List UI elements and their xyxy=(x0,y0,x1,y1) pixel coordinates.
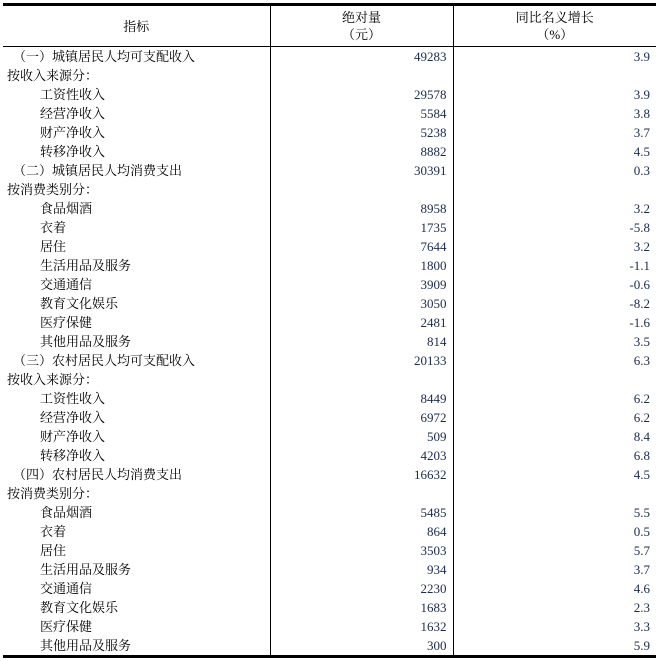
indicator-cell: 按收入来源分： xyxy=(7,68,99,83)
absolute-amount-cell: 5485 xyxy=(270,503,453,522)
column-header-absolute-amount-unit: （元） xyxy=(341,27,381,42)
table-row xyxy=(3,370,656,389)
indicator-cell: 其他用品及服务 xyxy=(40,334,132,349)
table-body xyxy=(3,47,656,657)
absolute-amount-cell: 1735 xyxy=(270,218,453,237)
table-row xyxy=(3,66,656,85)
indicator-cell: 转移净收入 xyxy=(40,144,106,159)
absolute-amount-cell xyxy=(270,370,453,389)
indicator-cell: 生活用品及服务 xyxy=(40,562,132,577)
yoy-growth-cell: 5.5 xyxy=(453,503,656,522)
table-row xyxy=(3,579,656,598)
table-row xyxy=(3,446,656,465)
absolute-amount-cell: 49283 xyxy=(270,47,453,67)
yoy-growth-cell: 3.3 xyxy=(453,617,656,636)
column-header-yoy-growth xyxy=(453,5,656,47)
indicator-cell: 教育文化娱乐 xyxy=(40,296,119,311)
table-row xyxy=(3,351,656,370)
table-row xyxy=(3,389,656,408)
table-row xyxy=(3,560,656,579)
yoy-growth-cell: 6.2 xyxy=(453,408,656,427)
indicator-cell: （一）城镇居民人均可支配收入 xyxy=(13,49,196,64)
table-row xyxy=(3,142,656,161)
absolute-amount-cell: 8882 xyxy=(270,142,453,161)
yoy-growth-cell: 2.3 xyxy=(453,598,656,617)
yoy-growth-cell: 3.8 xyxy=(453,104,656,123)
table-row xyxy=(3,47,656,67)
absolute-amount-cell: 300 xyxy=(270,636,453,657)
indicator-cell: （四）农村居民人均消费支出 xyxy=(13,467,183,482)
absolute-amount-cell: 3909 xyxy=(270,275,453,294)
yoy-growth-cell: 5.7 xyxy=(453,541,656,560)
indicator-cell: 工资性收入 xyxy=(40,87,106,102)
table-row xyxy=(3,313,656,332)
indicator-cell: 经营净收入 xyxy=(40,106,106,121)
indicator-cell: 按消费类别分： xyxy=(7,486,99,501)
indicator-cell: 交通通信 xyxy=(40,581,93,596)
absolute-amount-cell: 20133 xyxy=(270,351,453,370)
yoy-growth-cell: 3.9 xyxy=(453,47,656,67)
yoy-growth-cell: 4.6 xyxy=(453,579,656,598)
absolute-amount-cell: 6972 xyxy=(270,408,453,427)
table-row xyxy=(3,427,656,446)
table-row xyxy=(3,123,656,142)
absolute-amount-cell: 1632 xyxy=(270,617,453,636)
yoy-growth-cell xyxy=(453,180,656,199)
absolute-amount-cell: 29578 xyxy=(270,85,453,104)
table-row xyxy=(3,237,656,256)
table-row xyxy=(3,541,656,560)
table-row xyxy=(3,598,656,617)
indicator-cell: 按消费类别分： xyxy=(7,182,99,197)
table-row xyxy=(3,484,656,503)
table-row xyxy=(3,104,656,123)
column-header-yoy-growth-unit: （%） xyxy=(536,27,574,42)
yoy-growth-cell: 0.3 xyxy=(453,161,656,180)
indicator-cell: 转移净收入 xyxy=(40,448,106,463)
indicator-cell: 食品烟酒 xyxy=(40,201,93,216)
yoy-growth-cell: 6.3 xyxy=(453,351,656,370)
header-row xyxy=(3,5,656,47)
indicator-cell: 居住 xyxy=(40,239,67,254)
absolute-amount-cell: 509 xyxy=(270,427,453,446)
table-row xyxy=(3,408,656,427)
yoy-growth-cell xyxy=(453,66,656,85)
yoy-growth-cell: 3.7 xyxy=(453,560,656,579)
absolute-amount-cell: 7644 xyxy=(270,237,453,256)
table-header xyxy=(3,5,656,47)
absolute-amount-cell: 3503 xyxy=(270,541,453,560)
absolute-amount-cell: 16632 xyxy=(270,465,453,484)
table-row xyxy=(3,617,656,636)
absolute-amount-cell: 1800 xyxy=(270,256,453,275)
yoy-growth-cell: -5.8 xyxy=(453,218,656,237)
indicator-cell: 财产净收入 xyxy=(40,125,106,140)
yoy-growth-cell: -8.2 xyxy=(453,294,656,313)
column-header-absolute-amount xyxy=(270,5,453,47)
yoy-growth-cell: 4.5 xyxy=(453,142,656,161)
absolute-amount-cell: 8449 xyxy=(270,389,453,408)
indicator-cell: 其他用品及服务 xyxy=(40,638,132,653)
yoy-growth-cell: -0.6 xyxy=(453,275,656,294)
absolute-amount-cell: 2230 xyxy=(270,579,453,598)
yoy-growth-cell: 3.9 xyxy=(453,85,656,104)
table-row xyxy=(3,636,656,657)
absolute-amount-cell: 2481 xyxy=(270,313,453,332)
table-row xyxy=(3,332,656,351)
column-header-absolute-amount-label: 绝对量 xyxy=(341,10,381,25)
column-header-indicator-label: 指标 xyxy=(123,18,150,34)
column-header-indicator xyxy=(3,5,270,47)
absolute-amount-cell: 1683 xyxy=(270,598,453,617)
indicator-cell: 教育文化娱乐 xyxy=(40,600,119,615)
table-row xyxy=(3,218,656,237)
column-header-yoy-growth-label: 同比名义增长 xyxy=(515,10,594,25)
indicator-cell: （二）城镇居民人均消费支出 xyxy=(13,163,183,178)
indicator-cell: 衣着 xyxy=(40,524,67,539)
absolute-amount-cell: 5584 xyxy=(270,104,453,123)
indicator-cell: 财产净收入 xyxy=(40,429,106,444)
absolute-amount-cell: 3050 xyxy=(270,294,453,313)
yoy-growth-cell: 0.5 xyxy=(453,522,656,541)
indicator-cell: 居住 xyxy=(40,543,67,558)
absolute-amount-cell: 814 xyxy=(270,332,453,351)
indicator-cell: 交通通信 xyxy=(40,277,93,292)
table-row xyxy=(3,161,656,180)
absolute-amount-cell: 5238 xyxy=(270,123,453,142)
table-row xyxy=(3,180,656,199)
table-row xyxy=(3,85,656,104)
absolute-amount-cell: 934 xyxy=(270,560,453,579)
indicator-cell: （三）农村居民人均可支配收入 xyxy=(13,353,196,368)
absolute-amount-cell: 8958 xyxy=(270,199,453,218)
yoy-growth-cell: 3.5 xyxy=(453,332,656,351)
yoy-growth-cell xyxy=(453,370,656,389)
indicator-cell: 经营净收入 xyxy=(40,410,106,425)
yoy-growth-cell: 4.5 xyxy=(453,465,656,484)
table-row xyxy=(3,256,656,275)
yoy-growth-cell xyxy=(453,484,656,503)
yoy-growth-cell: -1.6 xyxy=(453,313,656,332)
table-row xyxy=(3,199,656,218)
yoy-growth-cell: 5.9 xyxy=(453,636,656,657)
absolute-amount-cell: 30391 xyxy=(270,161,453,180)
yoy-growth-cell: 3.7 xyxy=(453,123,656,142)
table-row xyxy=(3,522,656,541)
absolute-amount-cell xyxy=(270,66,453,85)
yoy-growth-cell: 6.2 xyxy=(453,389,656,408)
absolute-amount-cell xyxy=(270,180,453,199)
indicator-cell: 按收入来源分： xyxy=(7,372,99,387)
yoy-growth-cell: 3.2 xyxy=(453,199,656,218)
yoy-growth-cell: 8.4 xyxy=(453,427,656,446)
absolute-amount-cell: 4203 xyxy=(270,446,453,465)
yoy-growth-cell: -1.1 xyxy=(453,256,656,275)
indicator-cell: 食品烟酒 xyxy=(40,505,93,520)
yoy-growth-cell: 6.8 xyxy=(453,446,656,465)
table-row xyxy=(3,503,656,522)
yoy-growth-cell: 3.2 xyxy=(453,237,656,256)
income-expenditure-table xyxy=(3,3,656,658)
indicator-cell: 衣着 xyxy=(40,220,67,235)
table-row xyxy=(3,294,656,313)
indicator-cell: 工资性收入 xyxy=(40,391,106,406)
table-row xyxy=(3,465,656,484)
absolute-amount-cell: 864 xyxy=(270,522,453,541)
indicator-cell: 医疗保健 xyxy=(40,315,93,330)
indicator-cell: 医疗保健 xyxy=(40,619,93,634)
table-row xyxy=(3,275,656,294)
absolute-amount-cell xyxy=(270,484,453,503)
indicator-cell: 生活用品及服务 xyxy=(40,258,132,273)
